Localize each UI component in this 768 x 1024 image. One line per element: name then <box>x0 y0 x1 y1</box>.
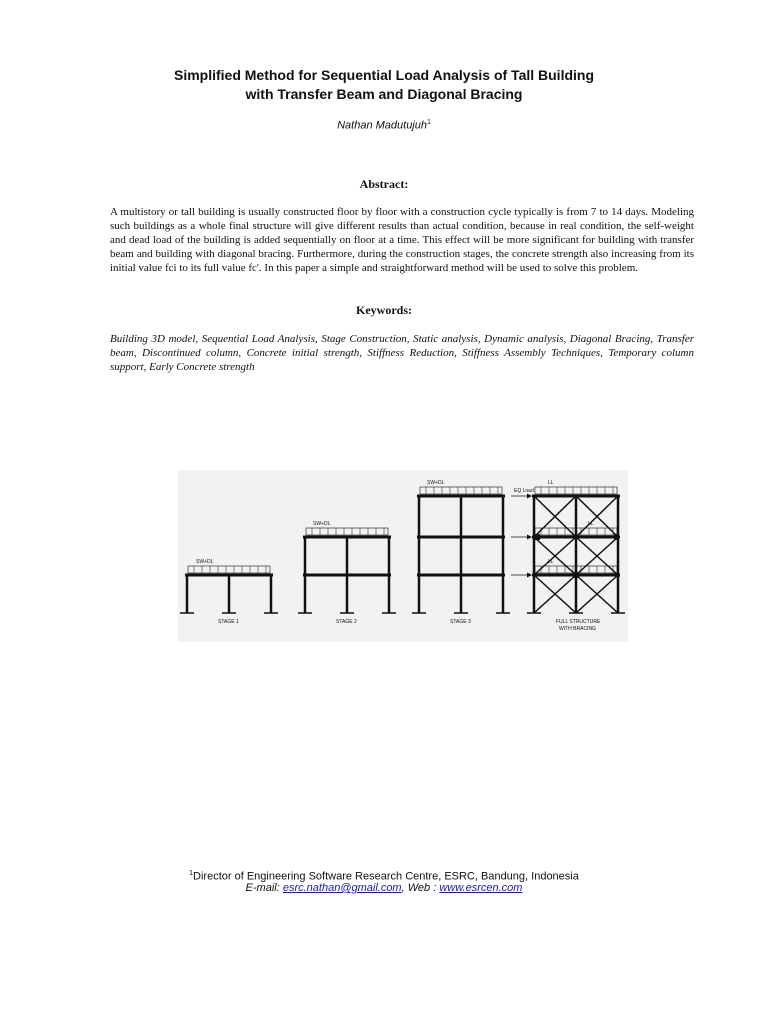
keywords-text: Building 3D model, Sequential Load Analysis, Stage Construction, Static analysis, Dynamic analysis, Diagonal Bracing, Transfer beam, Discontinued column, Concrete initial strength, Stiffness Reduction, Stiffness Assembly Techniques, Temporary column support, Early Concrete strength <box>110 333 694 373</box>
full-mid-load-label: LL <box>588 521 594 527</box>
author <box>0 119 768 132</box>
web-label: , Web : <box>401 882 440 894</box>
email-link[interactable]: esrc.nathan@gmail.com <box>282 882 402 894</box>
footer-contact <box>0 881 768 895</box>
stage-1-load-label: SW+DL <box>196 559 214 565</box>
stage-2-load-label: SW+DL <box>313 521 331 527</box>
affiliation-text: Director of Engineering Software Research Centre, ESRC, Bandung, Indonesia <box>193 870 579 883</box>
full-structure-label-2: WITH BRACING <box>559 626 596 632</box>
eq-load-label: EQ Load <box>514 488 534 494</box>
author-superscript: 1 <box>427 119 431 126</box>
footer-superscript: 1 <box>189 870 194 877</box>
abstract-heading: Abstract: <box>359 177 409 191</box>
email-label: E-mail: <box>245 882 283 894</box>
full-roof-load-label: LL <box>548 480 554 486</box>
stage-1-label: STAGE 1 <box>218 619 239 625</box>
abstract-text: A multistory or tall building is usually constructed floor by floor with a construction cycle typically is from 7 to 14 days. Modeling such buildings as a whole final structure will give different results than actual condition, because in real condition, the self-weight and dead load of the building is added sequentially on floor at a time. This effect will be more significant for building with transfer beam and building with diagonal bracing. Furthermore, during the construction stages, the concrete strength also increasing from its initial value fci to its full value fc'. In this paper a simple and straightforward method will be used to solve this problem. <box>110 206 694 274</box>
title-line-2: with Transfer Beam and Diagonal Bracing <box>245 86 523 102</box>
web-link[interactable]: www.esrcen.com <box>439 882 523 894</box>
keywords-heading: Keywords: <box>356 303 412 317</box>
construction-stages-figure <box>178 470 628 642</box>
full-structure-label-1: FULL STRUCTURE <box>556 619 601 625</box>
author-name: Nathan Madutujuh <box>337 119 427 132</box>
stage-3-load-label: SW+DL <box>427 480 445 486</box>
full-low-load-label: LL <box>548 559 554 565</box>
stage-2-label: STAGE 2 <box>336 619 357 625</box>
stage-3-label: STAGE 3 <box>450 619 471 625</box>
title-line-1: Simplified Method for Sequential Load Analysis of Tall Building <box>173 67 595 83</box>
paper-title <box>0 66 768 104</box>
